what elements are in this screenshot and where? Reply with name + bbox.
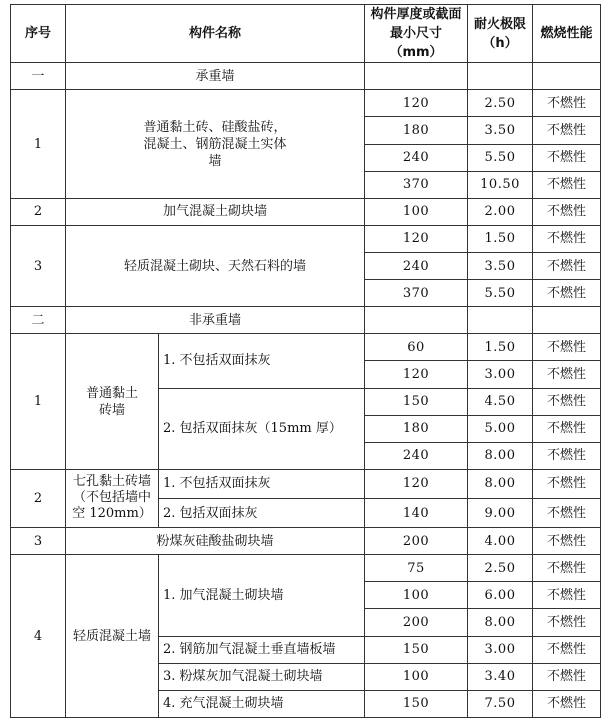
sub-name: 2. 包括双面抹灰: [159, 498, 365, 527]
empty-cell: [365, 307, 468, 334]
row-name-text: 普通黏土砖墙: [85, 385, 138, 418]
burn-cell: 不燃性: [533, 498, 601, 527]
size-cell: 150: [365, 388, 468, 415]
burn-cell: 不燃性: [533, 225, 601, 252]
size-cell: 120: [365, 469, 468, 498]
size-cell: 100: [365, 663, 468, 690]
burn-cell: 不燃性: [533, 528, 601, 555]
fire-cell: 4.50: [468, 388, 533, 415]
row-seq: 3: [11, 528, 66, 555]
size-cell: 140: [365, 498, 468, 527]
burn-cell: 不燃性: [533, 253, 601, 280]
header-row: [11, 5, 601, 63]
burn-cell: 不燃性: [533, 663, 601, 690]
fire-cell: 2.50: [468, 90, 533, 117]
row-name: [66, 469, 159, 527]
row-name: 加气混凝土砌块墙: [66, 198, 365, 225]
table-row: [11, 90, 601, 117]
fire-cell: 8.00: [468, 469, 533, 498]
burn-cell: 不燃性: [533, 582, 601, 609]
fire-cell: 2.00: [468, 198, 533, 225]
size-cell: 150: [365, 636, 468, 663]
burn-cell: 不燃性: [533, 90, 601, 117]
size-cell: 100: [365, 582, 468, 609]
empty-cell: [533, 307, 601, 334]
fire-cell: 8.00: [468, 442, 533, 469]
burn-cell: 不燃性: [533, 442, 601, 469]
size-cell: 75: [365, 555, 468, 582]
table-row: [11, 528, 601, 555]
burn-cell: 不燃性: [533, 361, 601, 388]
burn-cell: 不燃性: [533, 198, 601, 225]
fire-cell: 7.50: [468, 690, 533, 717]
table-row: [11, 555, 601, 582]
section-seq: 一: [11, 63, 66, 90]
size-cell: 240: [365, 442, 468, 469]
table-row: [11, 198, 601, 225]
fire-cell: 2.50: [468, 555, 533, 582]
section-row: [11, 307, 601, 334]
burn-cell: 不燃性: [533, 334, 601, 361]
burn-cell: 不燃性: [533, 388, 601, 415]
fire-cell: 9.00: [468, 498, 533, 527]
burn-cell: 不燃性: [533, 690, 601, 717]
size-cell: 120: [365, 90, 468, 117]
section-title: 非承重墙: [66, 307, 365, 334]
size-cell: 120: [365, 361, 468, 388]
size-cell: 120: [365, 225, 468, 252]
burn-cell: 不燃性: [533, 171, 601, 198]
empty-cell: [365, 63, 468, 90]
burn-cell: 不燃性: [533, 636, 601, 663]
fire-cell: 3.50: [468, 253, 533, 280]
header-size: 构件厚度或截面最小尺寸（mm）: [365, 5, 468, 63]
size-cell: 240: [365, 144, 468, 171]
table-row: [11, 225, 601, 252]
row-name: 轻质混凝土墙: [66, 555, 159, 718]
row-name: [66, 334, 159, 470]
fire-cell: 3.40: [468, 663, 533, 690]
section-title: 承重墙: [66, 63, 365, 90]
size-cell: 200: [365, 528, 468, 555]
fire-cell: 4.00: [468, 528, 533, 555]
row-seq: 2: [11, 469, 66, 527]
row-name: 粉煤灰硅酸盐砌块墙: [66, 528, 365, 555]
header-name: 构件名称: [66, 5, 365, 63]
fire-cell: 8.00: [468, 609, 533, 636]
section-seq: 二: [11, 307, 66, 334]
size-cell: 100: [365, 198, 468, 225]
fire-cell: 10.50: [468, 171, 533, 198]
sub-name: 3. 粉煤灰加气混凝土砌块墙: [159, 663, 365, 690]
empty-cell: [468, 63, 533, 90]
size-cell: 240: [365, 253, 468, 280]
row-seq: 2: [11, 198, 66, 225]
size-cell: 60: [365, 334, 468, 361]
sub-name: 1. 不包括双面抹灰: [159, 334, 365, 388]
row-name-text: 七孔黏土砖墙（不包括墙中空 120mm）: [72, 474, 152, 522]
size-cell: 150: [365, 690, 468, 717]
burn-cell: 不燃性: [533, 469, 601, 498]
row-name: [66, 90, 365, 198]
burn-cell: 不燃性: [533, 117, 601, 144]
burn-cell: 不燃性: [533, 144, 601, 171]
fire-cell: 3.50: [468, 117, 533, 144]
sub-name: 2. 钢筋加气混凝土垂直墙板墙: [159, 636, 365, 663]
sub-name: 1. 加气混凝土砌块墙: [159, 555, 365, 636]
row-seq: 1: [11, 90, 66, 198]
size-cell: 370: [365, 171, 468, 198]
fire-cell: 3.00: [468, 636, 533, 663]
burn-cell: 不燃性: [533, 280, 601, 307]
burn-cell: 不燃性: [533, 609, 601, 636]
fire-resistance-table: [10, 4, 601, 718]
fire-cell: 1.50: [468, 225, 533, 252]
table-row: [11, 469, 601, 498]
row-seq: 4: [11, 555, 66, 718]
header-fire: 耐火极限（h）: [468, 5, 533, 63]
row-seq: 3: [11, 225, 66, 306]
table-row: [11, 334, 601, 361]
row-name: 轻质混凝土砌块、天然石料的墙: [66, 225, 365, 306]
empty-cell: [468, 307, 533, 334]
burn-cell: 不燃性: [533, 555, 601, 582]
sub-name: 2. 包括双面抹灰（15mm 厚）: [159, 388, 365, 469]
header-burn: 燃烧性能: [533, 5, 601, 63]
sub-name: 4. 充气混凝土砌块墙: [159, 690, 365, 717]
fire-cell: 5.50: [468, 280, 533, 307]
section-row: [11, 63, 601, 90]
header-seq: 序号: [11, 5, 66, 63]
size-cell: 180: [365, 415, 468, 442]
size-cell: 180: [365, 117, 468, 144]
fire-cell: 3.00: [468, 361, 533, 388]
fire-cell: 6.00: [468, 582, 533, 609]
size-cell: 370: [365, 280, 468, 307]
burn-cell: 不燃性: [533, 415, 601, 442]
fire-cell: 5.50: [468, 144, 533, 171]
fire-cell: 1.50: [468, 334, 533, 361]
fire-cell: 5.00: [468, 415, 533, 442]
size-cell: 200: [365, 609, 468, 636]
row-seq: 1: [11, 334, 66, 470]
empty-cell: [533, 63, 601, 90]
row-name-text: 普通黏土砖、硅酸盐砖，混凝土、钢筋混凝土实体墙: [143, 119, 287, 169]
sub-name: 1. 不包括双面抹灰: [159, 469, 365, 498]
